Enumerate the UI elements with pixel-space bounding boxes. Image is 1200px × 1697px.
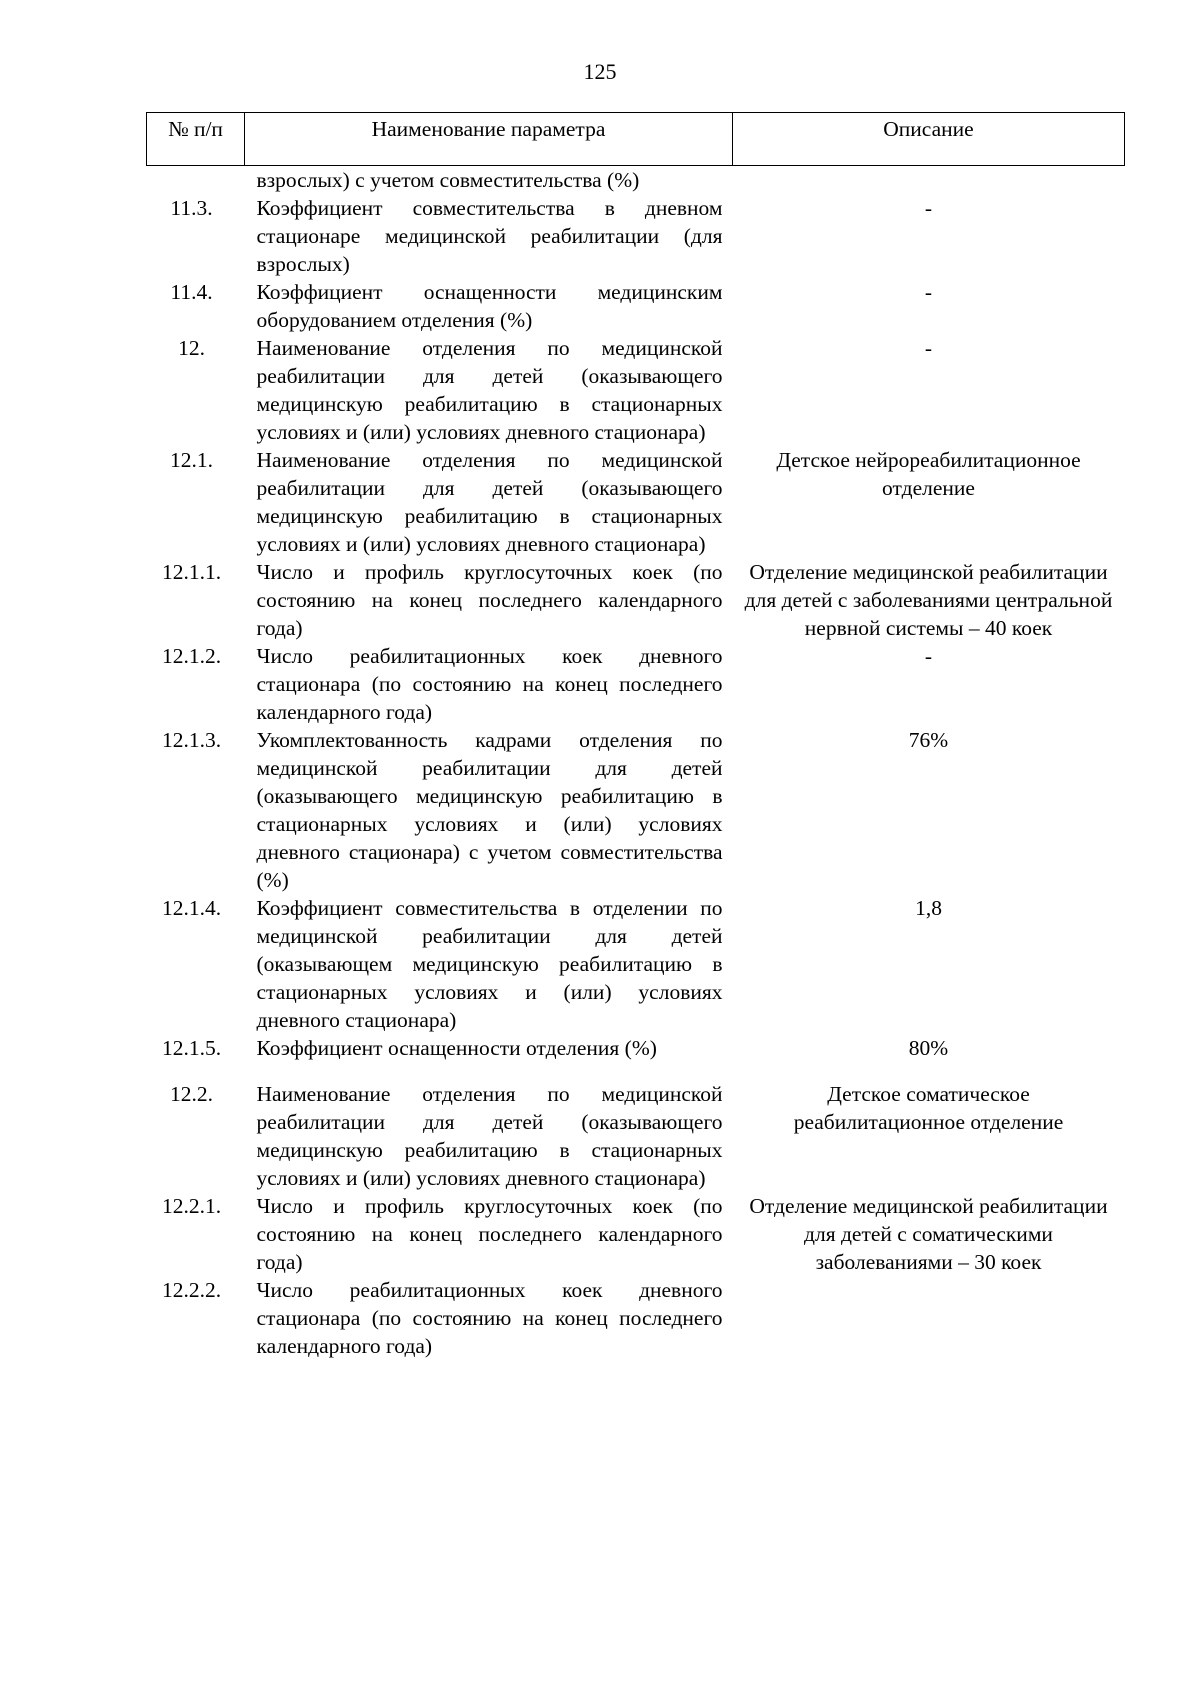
row-description: Детское соматическое реабилитационное отделение: [793, 1082, 1064, 1134]
row-number: 12.1.5.: [161, 1036, 222, 1060]
table-header-row: [147, 113, 1125, 166]
row-description: [733, 166, 1125, 195]
row-parameter-name: Число и профиль круглосуточных коек (по состоянию на конец последнего календарного года): [256, 1194, 723, 1274]
row-description: -: [924, 644, 933, 668]
row-parameter-name: взрослых) с учетом совместительства (%): [256, 168, 640, 192]
row-description: Отделение медицинской реабилитации для детей с заболеваниями центральной нервной системы – 40 коек: [744, 560, 1113, 640]
table-row: [147, 446, 1125, 558]
parameters-table: [146, 112, 1125, 1360]
page-number: 125: [583, 59, 617, 84]
header-description: Описание: [733, 113, 1125, 166]
row-parameter-name: Коэффициент оснащенности отделения (%): [256, 1036, 657, 1060]
header-parameter-name: Наименование параметра: [245, 113, 733, 166]
row-number: 12.1.: [170, 448, 213, 472]
row-description: -: [924, 280, 933, 304]
row-parameter-name: Укомплектованность кадрами отделения по медицинской реабилитации для детей (оказывающего медицинскую реабилитацию в стационарных условиях и (или) условиях дневного стационара) с учетом совместительства (%): [256, 728, 723, 892]
row-number: 12.1.4.: [161, 896, 222, 920]
row-parameter-name: Число реабилитационных коек дневного стационара (по состоянию на конец последнего календарного года): [256, 644, 723, 724]
table-row: [147, 1034, 1125, 1080]
row-parameter-name: Коэффициент совместительства в дневном стационаре медицинской реабилитации (для взрослых): [256, 196, 723, 276]
table-row: [147, 642, 1125, 726]
row-description: Детское нейрореабилитационное отделение: [776, 448, 1081, 500]
row-parameter-name: Наименование отделения по медицинской реабилитации для детей (оказывающего медицинскую реабилитацию в стационарных условиях и (или) условиях дневного стационара): [256, 1082, 723, 1190]
row-parameter-name: Число и профиль круглосуточных коек (по состоянию на конец последнего календарного года): [256, 560, 723, 640]
row-description: 80%: [908, 1036, 949, 1060]
row-description: 76%: [908, 728, 949, 752]
table-row: [147, 558, 1125, 642]
row-number: 12.: [178, 336, 205, 360]
header-number: № п/п: [147, 113, 245, 166]
table-row: [147, 726, 1125, 894]
row-description: 1,8: [915, 896, 942, 920]
row-number: 12.1.2.: [161, 644, 222, 668]
row-number: 11.3.: [170, 196, 213, 220]
row-number: 12.2.2.: [161, 1278, 222, 1302]
row-number: [147, 166, 245, 195]
row-description: -: [924, 336, 933, 360]
table-row: [147, 278, 1125, 334]
table-row: [147, 1080, 1125, 1192]
row-number: 12.2.1.: [161, 1194, 222, 1218]
row-number: 12.1.1.: [161, 560, 222, 584]
row-parameter-name: Коэффициент совместительства в отделении по медицинской реабилитации для детей (оказывающем медицинскую реабилитацию в стационарных условиях и (или) условиях дневного стационара): [256, 896, 723, 1032]
row-parameter-name: Коэффициент оснащенности медицинским оборудованием отделения (%): [256, 280, 723, 332]
table-row: [147, 894, 1125, 1034]
row-description: -: [924, 196, 933, 220]
row-number: 12.2.: [170, 1082, 213, 1106]
row-description: [733, 1276, 1125, 1360]
row-parameter-name: Число реабилитационных коек дневного стационара (по состоянию на конец последнего календарного года): [256, 1278, 723, 1358]
table-row: [147, 334, 1125, 446]
row-parameter-name: Наименование отделения по медицинской реабилитации для детей (оказывающего медицинскую реабилитацию в стационарных условиях и (или) условиях дневного стационара): [256, 336, 723, 444]
table-row: [147, 194, 1125, 278]
row-number: 11.4.: [170, 280, 213, 304]
row-parameter-name: Наименование отделения по медицинской реабилитации для детей (оказывающего медицинскую реабилитацию в стационарных условиях и (или) условиях дневного стационара): [256, 448, 723, 556]
row-description: Отделение медицинской реабилитации для детей с соматическими заболеваниями – 30 коек: [749, 1194, 1108, 1274]
row-number: 12.1.3.: [161, 728, 222, 752]
table-row: [147, 1276, 1125, 1360]
table-row: [147, 1192, 1125, 1276]
table-row: [147, 166, 1125, 195]
